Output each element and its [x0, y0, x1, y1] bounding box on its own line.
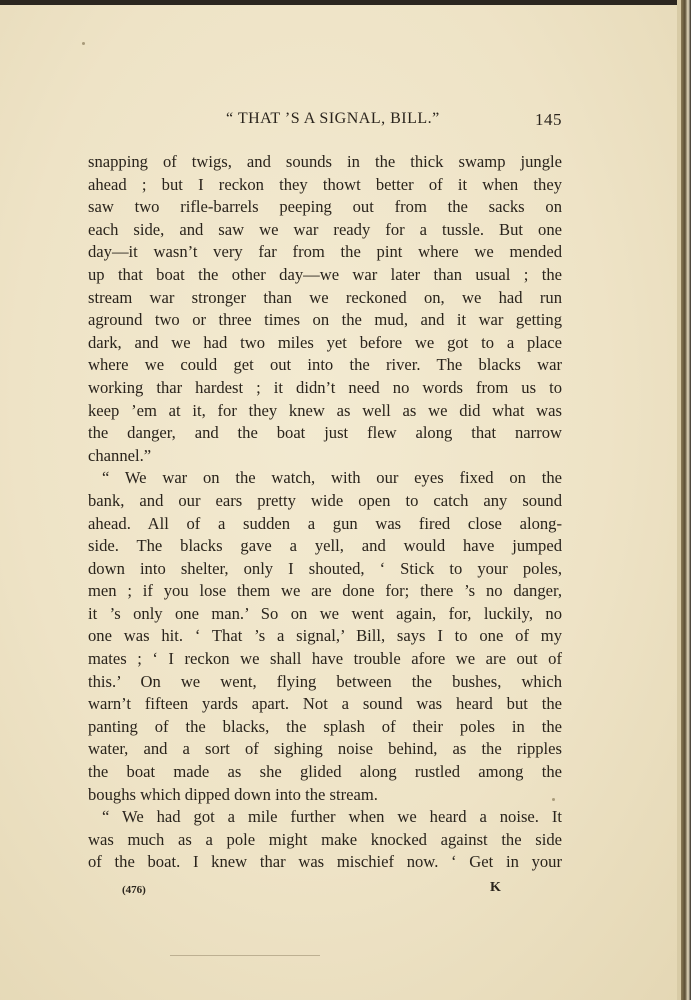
- text-line: panting of the blacks, the splash of their poles in the: [88, 716, 562, 736]
- text-line: “ We war on the watch, with our eyes fixed on the: [102, 468, 562, 488]
- text-line: of the boat. I knew thar was mischief now. ‘ Get in your: [88, 852, 562, 872]
- page-number: 145: [535, 110, 562, 129]
- text-line: “ We had got a mile further when we heard a noise. It: [102, 807, 562, 827]
- text-line: side. The blacks gave a yell, and would have jumped: [88, 536, 562, 556]
- text-line: boughs which dipped down into the stream.: [88, 784, 378, 804]
- running-head: “ THAT ’S A SIGNAL, BILL.”: [226, 110, 440, 127]
- text-line: up that boat the other day—we war later than usual ; the: [88, 264, 562, 284]
- text-line: working thar hardest ; it didn’t need no words from us to: [88, 377, 562, 397]
- text-line: where we could get out into the river. The blacks war: [88, 355, 562, 375]
- text-line: the boat made as she glided along rustled among the: [88, 762, 562, 782]
- signature-mark: (476): [122, 884, 146, 896]
- scan-top-edge: [0, 0, 691, 5]
- text-line: snapping of twigs, and sounds in the thick swamp jungle: [88, 152, 562, 171]
- text-line: men ; if you lose them we are done for; there ’s no danger,: [88, 581, 562, 601]
- text-line: dark, and we had two miles yet before we got to a place: [88, 332, 562, 352]
- text-line: was much as a pole might make knocked against the side: [88, 829, 562, 849]
- text-line: aground two or three times on the mud, and it war getting: [88, 310, 562, 330]
- text-line: keep ’em at it, for they knew as well as we did what was: [88, 400, 562, 420]
- text-line: water, and a sort of sighing noise behind, as the ripples: [88, 739, 562, 759]
- text-line: this.’ On we went, flying between the bushes, which: [88, 671, 562, 691]
- text-line: ahead. All of a sudden a gun was fired close along-: [88, 513, 562, 533]
- paper-speck: [82, 42, 85, 45]
- text-line: bank, and our ears pretty wide open to catch any sound: [88, 490, 562, 510]
- text-line: down into shelter, only I shouted, ‘ Stick to your poles,: [88, 558, 562, 578]
- gathering-letter: K: [490, 880, 501, 895]
- text-line: day—it wasn’t very far from the pint where we mended: [88, 242, 562, 262]
- text-line: channel.”: [88, 445, 152, 465]
- text-line: it ’s only one man.’ So on we went again, for, luckily, no: [88, 603, 562, 623]
- text-line: stream war stronger than we reckoned on, we had run: [88, 287, 562, 307]
- text-line: saw two rifle-barrels peeping out from the sacks on: [88, 197, 562, 217]
- text-line: warn’t fifteen yards apart. Not a sound was heard but the: [88, 694, 562, 714]
- text-line: ahead ; but I reckon they thowt better of it when they: [88, 174, 562, 194]
- page-header: [88, 110, 562, 134]
- text-line: mates ; ‘ I reckon we shall have trouble afore we are out of: [88, 649, 562, 669]
- body-text: [88, 151, 562, 874]
- scan-right-edge: [681, 0, 691, 1000]
- text-line: one was hit. ‘ That ’s a signal,’ Bill, says I to one of my: [88, 626, 562, 646]
- bottom-rule: [170, 955, 320, 956]
- text-line: the danger, and the boat just flew along that narrow: [88, 423, 562, 443]
- text-line: each side, and saw we war ready for a tussle. But one: [88, 219, 562, 239]
